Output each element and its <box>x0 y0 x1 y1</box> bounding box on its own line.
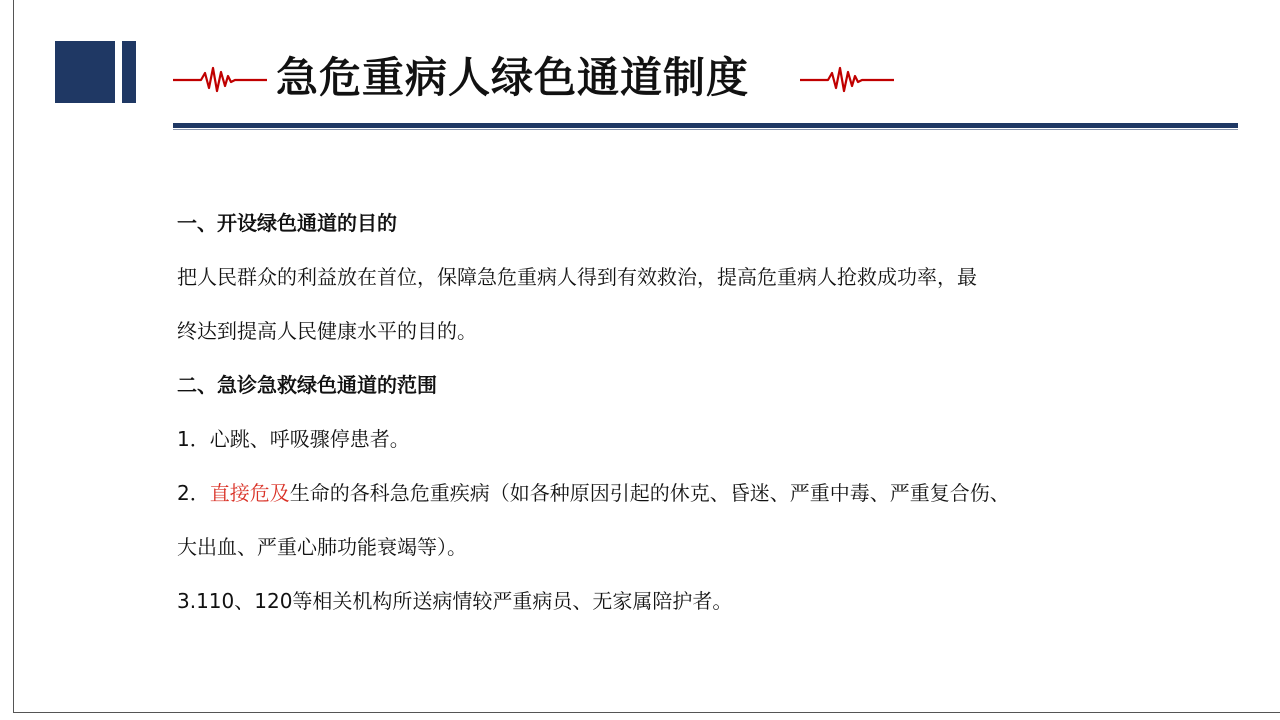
list-item <box>177 466 1177 520</box>
list-item-continuation: 大出血、严重心肺功能衰竭等）。 <box>177 535 467 559</box>
list-item-text: 生命的各科急危重疾病（如各种原因引起的休克、昏迷、严重中毒、严重复合伤、 <box>289 481 1010 505</box>
decorative-navy-square <box>55 41 115 103</box>
page-title: 急危重病人绿色通道制度 <box>276 53 750 102</box>
list-item: 3.110、120等相关机构所送病情较严重病员、无家属陪护者。 <box>177 589 733 613</box>
heartbeat-line-icon <box>173 64 267 94</box>
title-underline-shadow <box>173 129 1238 130</box>
frame-left-border <box>13 0 14 713</box>
paragraph-line: 把人民群众的利益放在首位，保障急危重病人得到有效救治，提高危重病人抢救成功率，最 <box>177 265 977 289</box>
list-item: 1．心跳、呼吸骤停患者。 <box>177 427 410 451</box>
section-heading-purpose: 一、开设绿色通道的目的 <box>177 211 397 235</box>
frame-bottom-border <box>13 712 1280 713</box>
content-body <box>177 196 1177 628</box>
section-heading-scope: 二、急诊急救绿色通道的范围 <box>177 373 437 397</box>
decorative-navy-bar <box>122 41 136 103</box>
title-underline <box>173 123 1238 128</box>
paragraph-line: 终达到提高人民健康水平的目的。 <box>177 319 477 343</box>
heartbeat-line-icon <box>800 64 894 94</box>
list-item-number: 2． <box>177 481 210 505</box>
highlighted-text: 直接危及 <box>209 481 290 505</box>
